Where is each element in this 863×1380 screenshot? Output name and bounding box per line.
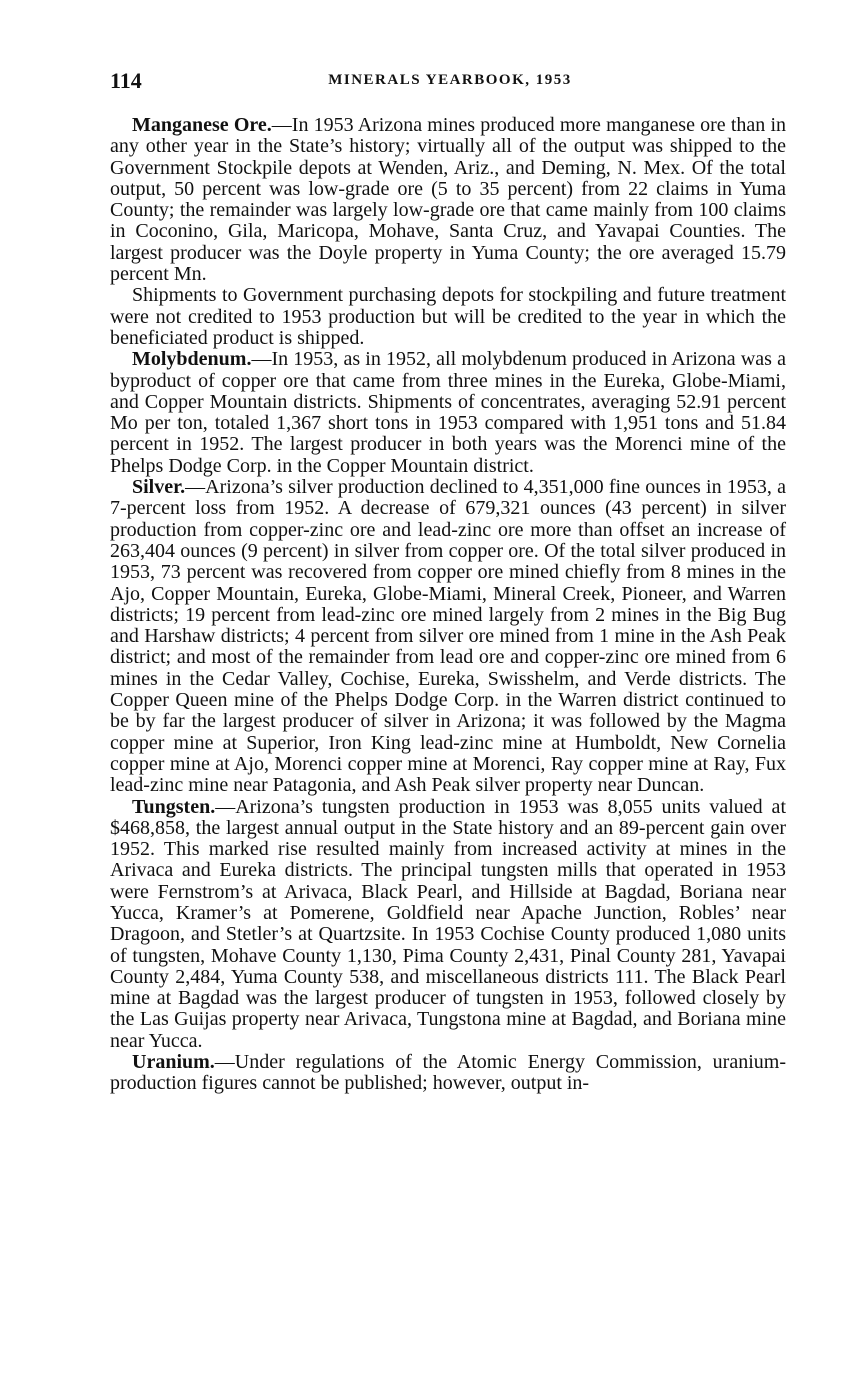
page-header [110,68,790,98]
paragraph-text: Shipments to Government purchasing depots for stockpiling and future treatment were not credited to 1953 production but will be credited to the year in which the beneficiated product is shipped. [110,284,786,349]
section-heading: Tungsten. [132,795,216,818]
paragraph-text: —Under regulations of the Atomic Energy Commission, uranium-production figures cannot be published; however, output in- [110,1051,786,1095]
section-heading: Uranium. [132,1051,215,1074]
paragraph-text: —In 1953, as in 1952, all molybdenum produced in Arizona was a byproduct of copper ore that came from three mines in the Eureka, Globe-Miami, and Copper Mountain districts. Shipments of concentrates, averaging 52.91 percent Mo per ton, totaled 1,367 short tons in 1953 compared with 1,951 tons and 51.84 percent in 1952. The largest producer in both years was the Morenci mine of the Phelps Dodge Corp. in the Copper Mountain district. [110,348,786,477]
paragraph-text: —Arizona’s silver production declined to 4,351,000 fine ounces in 1953, a 7-percent loss from 1952. A decrease of 679,321 ounces (43 percent) in silver production from copper-zinc ore and lead-zinc ore more than offset an increase of 263,404 ounces (9 percent) in silver from copper ore. Of the total silver produced in 1953, 73 percent was recovered from copper ore mined chiefly from 8 mines in the Ajo, Copper Mountain, Eureka, Globe-Miami, Mineral Creek, Pioneer, and Warren districts; 19 percent from lead-zinc ore mined largely from 2 mines in the Big Bug and Harshaw districts; 4 percent from silver ore mined from 1 mine in the Ash Peak district; and most of the remainder from lead ore and copper-zinc ore mined from 6 mines in the Cedar Valley, Cochise, Eureka, Swisshelm, and Verde districts. The Copper Queen mine of the Phelps Dodge Corp. in the Warren district continued to be by far the largest producer of silver in Arizona; it was followed by the Magma copper mine at Superior, Iron King lead-zinc mine at Humboldt, New Cornelia copper mine at Ajo, Morenci copper mine at Morenci, Ray copper mine at Ray, Fux lead-zinc mine near Patagonia, and Ash Peak silver property near Duncan. [110,476,786,797]
section-heading: Molybdenum. [132,348,252,371]
paragraph-uranium [110,1052,786,1095]
paragraph-manganese [110,115,786,285]
body-text [110,115,786,1095]
running-title: MINERALS YEARBOOK, 1953 [328,72,572,88]
paragraph-shipments [110,285,786,349]
paragraph-text: —Arizona’s tungsten production in 1953 was 8,055 units valued at $468,858, the largest annual output in the State history and an 89-percent gain over 1952. This marked rise resulted mainly from increased activity at mines in the Arivaca and Eureka districts. The principal tungsten mills that operated in 1953 were Fernstrom’s at Arivaca, Black Pearl, and Hillside at Bagdad, Boriana near Yucca, Kramer’s at Pomerene, Goldfield near Apache Junction, Robles’ near Dragoon, and Stetler’s at Quartzsite. In 1953 Cochise County produced 1,080 units of tungsten, Mohave County 1,130, Pima County 2,431, Pinal County 281, Yavapai County 2,484, Yuma County 538, and miscellaneous districts 111. The Black Pearl mine at Bagdad was the largest producer of tungsten in 1953, followed closely by the Las Guijas property near Arivaca, Tungstona mine at Bagdad, and Boriana mine near Yucca. [110,795,786,1052]
paragraph-silver [110,477,786,796]
paragraph-tungsten [110,797,786,1053]
paragraph-molybdenum [110,349,786,477]
section-heading: Manganese Ore. [132,114,272,136]
page-number: 114 [110,68,142,93]
paragraph-text: —In 1953 Arizona mines produced more manganese ore than in any other year in the State’s history; virtually all of the output was shipped to the Government Stockpile depots at Wenden, Ariz., and Deming, N. Mex. Of the total output, 50 percent was low-grade ore (5 to 35 percent) from 22 claims in Yuma County; the remainder was largely low-grade ore that came mainly from 100 claims in Coconino, Gila, Maricopa, Mohave, Santa Cruz, and Yavapai Counties. The largest producer was the Doyle property in Yuma County; the ore averaged 15.79 percent Mn. [110,114,786,286]
section-heading: Silver. [132,476,186,499]
